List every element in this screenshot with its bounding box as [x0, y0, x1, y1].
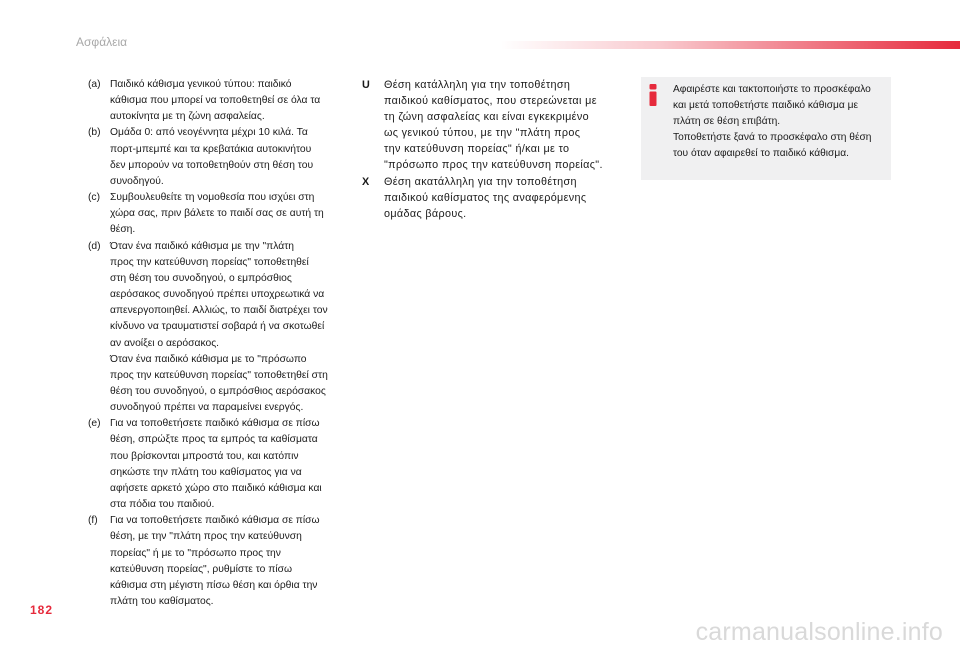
info-icon — [647, 84, 659, 106]
footnote-marker: (c) — [88, 192, 101, 204]
legend-text: Θέση ακατάλληλη για την τοποθέτηση παιδικού καθίσματος της αναφερόμενης ομάδας βάρους. — [384, 175, 587, 220]
footnote-marker: (d) — [88, 240, 101, 252]
footnote-text: Παιδικό κάθισμα γενικού τύπου: παιδικό κάθισμα που μπορεί να τοποθετηθεί σε όλα τα αυτοκίνητα με τη ζώνη ασφαλείας. — [110, 79, 321, 123]
info-note-box — [641, 77, 891, 180]
footnotes-column — [88, 77, 353, 610]
page-section-title: Ασφάλεια — [76, 35, 128, 49]
legend-marker: U — [362, 79, 370, 91]
legend-item-u — [362, 77, 617, 174]
header-accent-bar — [500, 41, 960, 49]
footnote-text: Για να τοποθετήσετε παιδικό κάθισμα σε πίσω θέση, με την "πλάτη προς την κατεύθυνση πορείας" ή με το "πρόσωπο προς την κατεύθυνση πορείας", ρυθμίστε το πίσω κάθισμα στη μέγιστη πίσω θέση και όρθια την πλάτη του καθίσματος. — [110, 515, 320, 607]
legend-column — [362, 77, 617, 222]
footnote-marker: (a) — [88, 79, 101, 90]
legend-text: Θέση κατάλληλη για την τοποθέτηση παιδικού καθίσματος, που στερεώνεται με τη ζώνη ασφαλείας και είναι εγκεκριμένο ως γενικού τύπου, με την "πλάτη προς την κατεύθυνση πορείας" ή/και με το "πρόσωπο προς την κατεύθυνση πορείας". — [384, 79, 603, 172]
legend-marker: X — [362, 175, 370, 188]
footnote-b — [88, 125, 353, 190]
footnote-a — [88, 77, 353, 125]
footnote-d — [88, 239, 353, 417]
footnote-text: Για να τοποθετήσετε παιδικό κάθισμα σε πίσω θέση, σπρώξτε προς τα εμπρός τα καθίσματα που βρίσκονται μπροστά του, και κατόπιν σηκώστε την πλάτη του καθίσματος για να αφήσετε αρκετό χώρο στο παιδικό κάθισμα και στα πόδια του παιδιού. — [110, 418, 322, 511]
footnote-text: Συμβουλευθείτε τη νομοθεσία που ισχύει στη χώρα σας, πριν βάλετε το παιδί σας σε αυτή τη θέση. — [110, 192, 324, 236]
footnote-text: Ομάδα 0: από νεογέννητα μέχρι 10 κιλά. Τα πορτ-μπεμπέ και τα κρεβατάκια αυτοκινήτου δεν μπορούν να τοποθετηθούν στη θέση του συνοδηγού. — [110, 127, 314, 187]
footnote-e — [88, 416, 353, 513]
info-note-text: Αφαιρέστε και τακτοποιήστε το προσκέφαλο και μετά τοποθετήστε παιδικό κάθισμα με πλάτη σε θέση επιβάτη. Τοποθετήστε ξανά το προσκέφαλο στη θέση του όταν αφαιρεθεί το παιδικό κάθισμα. — [673, 84, 872, 160]
footnote-f — [88, 513, 353, 610]
footnote-c — [88, 190, 353, 238]
footnote-marker: (b) — [88, 127, 101, 139]
watermark: carmanualsonline.info — [695, 618, 943, 646]
page-number: 182 — [30, 603, 54, 617]
footnote-text: Όταν ένα παιδικό κάθισμα με την "πλάτη προς την κατεύθυνση πορείας" τοποθετηθεί στη θέση του συνοδηγού, ο εμπρόσθιος αερόσακος συνοδηγού πρέπει υποχρεωτικά να απενεργοποιηθεί. Αλλιώς, το παιδί διατρέχει τον κίνδυνο να τραυματιστεί σοβαρά ή να σκοτωθεί αν ανοίξει ο αερόσακος. Όταν ένα παιδικό κάθισμα με το "πρόσωπο προς την κατεύθυνση πορείας" τοποθετηθεί στη θέση του συνοδηγού, ο εμπρόσθιος αερόσακος συνοδηγού πρέπει να παραμείνει ενεργός. — [110, 240, 328, 414]
footnote-marker: (e) — [88, 418, 101, 430]
legend-item-x — [362, 174, 617, 222]
footnote-marker: (f) — [88, 515, 98, 527]
